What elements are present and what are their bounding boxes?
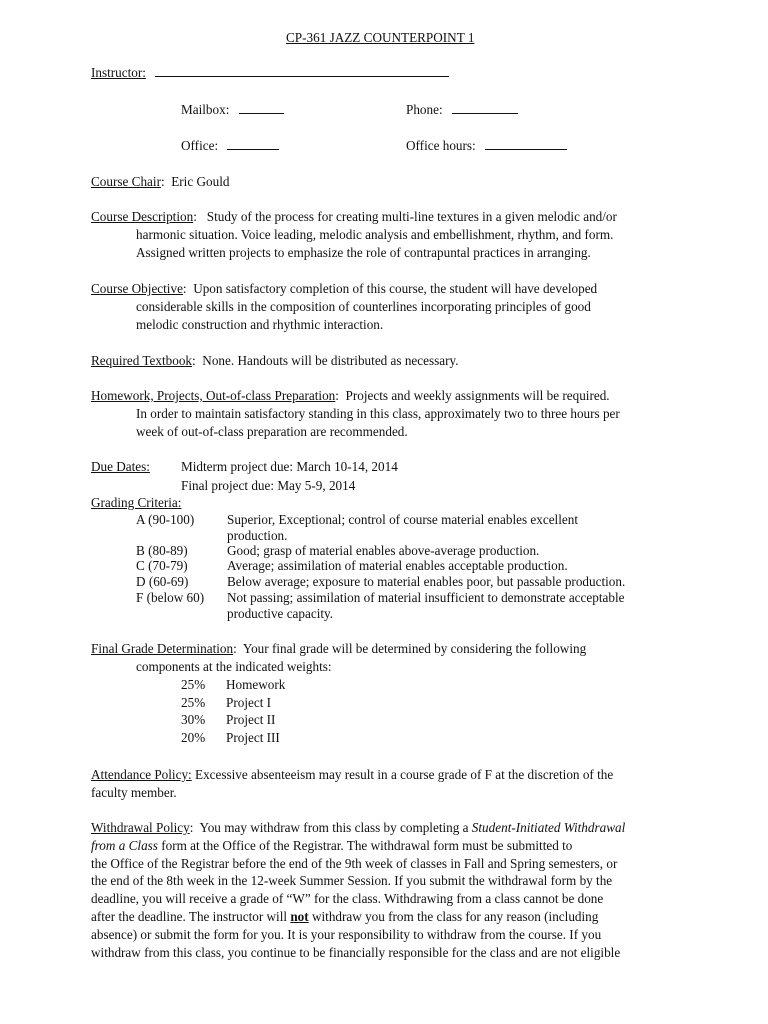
phone-blank [452, 101, 518, 114]
course-description-label: Course Description [91, 209, 194, 224]
withdrawal-text: withdraw you from the class for any reason (including [308, 908, 599, 924]
final-grade-section: Final Grade Determination: Your final grade will be determined by considering the following components at the indicated weights: [91, 640, 691, 676]
grade-row-d [136, 574, 625, 590]
office-hours-row [406, 137, 567, 155]
due-dates-label: Due Dates: [91, 459, 150, 474]
grade-letter: D (60-69) [136, 574, 189, 589]
weight-row [181, 711, 275, 729]
weight-row [181, 729, 280, 747]
grade-row-f [136, 590, 624, 621]
course-chair-label: Course Chair [91, 174, 161, 189]
weight-item: Project I [226, 695, 272, 710]
weight-item: Project II [226, 712, 276, 727]
withdrawal-form-name: from a Class [91, 837, 158, 853]
withdrawal-text: deadline, you will receive a grade of “W” for the class. Withdrawing from a class cannot be done [91, 891, 604, 907]
grade-row-a [136, 512, 578, 543]
attendance-policy [91, 766, 691, 802]
attendance-line: Excessive absenteeism may result in a course grade of F at the discretion of the [195, 767, 614, 782]
office-hours-label: Office hours: [406, 138, 476, 153]
withdrawal-text: withdraw from this class, you continue to be financially responsible for the class and are not eligible [91, 944, 621, 960]
due-final: Final project due: May 5-9, 2014 [181, 478, 356, 493]
required-textbook-label: Required Textbook [91, 353, 193, 368]
course-description-line: Assigned written projects to emphasize the role of contrapuntal practices in arranging. [136, 244, 591, 260]
withdrawal-text: after the deadline. The instructor will [91, 908, 291, 924]
grade-row-c [136, 558, 568, 574]
homework-line: Projects and weekly assignments will be required. [345, 388, 610, 403]
course-description-line: harmonic situation. Voice leading, melodic analysis and embellishment, rhythm, and form. [136, 226, 614, 242]
final-grade-label: Final Grade Determination [91, 641, 234, 656]
due-midterm: Midterm project due: March 10-14, 2014 [181, 459, 398, 474]
course-objective-line: melodic construction and rhythmic interaction. [136, 316, 384, 332]
withdrawal-emphasis: not [290, 908, 309, 924]
mailbox-label: Mailbox: [181, 102, 230, 117]
mailbox-blank [239, 101, 284, 114]
grade-desc: Not passing; assimilation of material insufficient to demonstrate acceptable [227, 590, 625, 605]
course-chair-value: Eric Gould [171, 174, 230, 189]
grade-row-b [136, 543, 539, 559]
grading-criteria-label: Grading Criteria [91, 495, 178, 510]
instructor-label: Instructor: [91, 65, 146, 80]
due-dates [91, 458, 398, 476]
grade-desc: Superior, Exceptional; control of course material enables excellent [227, 512, 579, 527]
homework-section: Homework, Projects, Out-of-class Preparation: Projects and weekly assignments will be required. In order to maintain satisfactory standing in this class, approximately two to three hours per week of out-of-class preparation are recommended. [91, 387, 691, 440]
withdrawal-text: the end of the 8th week in the 12-week Summer Session. If you submit the withdrawal form by the [91, 873, 613, 889]
grade-letter: B (80-89) [136, 543, 188, 558]
weight-pct: 30% [181, 712, 206, 727]
withdrawal-policy: Withdrawal Policy: You may withdraw from this class by completing a Student-Initiated Withdrawal from a Class form at the Office of the Registrar. The withdrawal form must be submitted to the Office of the Registrar before the end of the 9th week of classes in Fall and Spring semesters, or the end of the 8th week in the 12-week Summer Session. If you submit the withdrawal form by the deadline, you will receive a grade of “W” for the class. Withdrawing from a class cannot be done after the deadline. The instructor will not withdraw you from the class for any reason (including absence) or submit the form for you. It is your responsibility to withdraw from the course. If you withdraw from this class, you continue to be financially responsible for the class and are not eligible [91, 819, 701, 961]
grade-letter: C (70-79) [136, 558, 188, 573]
homework-label: Homework, Projects, Out-of-class Preparation [91, 388, 336, 403]
required-textbook-value: None. Handouts will be distributed as necessary. [202, 353, 459, 368]
withdrawal-text: form at the Office of the Registrar. The withdrawal form must be submitted to [157, 837, 573, 853]
office-label: Office: [181, 138, 219, 153]
instructor-row [91, 64, 449, 82]
weight-row [181, 694, 271, 712]
course-objective-label: Course Objective [91, 281, 183, 296]
office-row [181, 137, 279, 155]
course-objective: Course Objective: Upon satisfactory completion of this course, the student will have developed considerable skills in the composition of counterlines incorporating principles of good melodic construction and rhythmic interaction. [91, 280, 691, 333]
grade-letter: A (90-100) [136, 512, 195, 527]
weight-pct: 20% [181, 730, 206, 745]
grade-desc: Good; grasp of material enables above-average production. [227, 543, 540, 558]
phone-label: Phone: [406, 102, 443, 117]
homework-line: In order to maintain satisfactory standing in this class, approximately two to three hours per [136, 405, 620, 421]
weight-pct: 25% [181, 677, 206, 692]
withdrawal-label: Withdrawal Policy [91, 820, 190, 835]
weight-row [181, 676, 285, 694]
weight-item: Project III [226, 730, 280, 745]
withdrawal-text: You may withdraw from this class by completing a [199, 820, 472, 835]
homework-line: week of out-of-class preparation are recommended. [136, 423, 408, 439]
instructor-blank [155, 64, 449, 77]
course-objective-line: considerable skills in the composition of counterlines incorporating principles of good [136, 298, 591, 314]
withdrawal-text: the Office of the Registrar before the end of the 9th week of classes in Fall and Spring semesters, or [91, 855, 618, 871]
course-chair: Course Chair: Eric Gould [91, 174, 230, 189]
grade-desc: Below average; exposure to material enables poor, but passable production. [227, 574, 626, 589]
mailbox-row [181, 101, 284, 119]
grade-desc: Average; assimilation of material enables acceptable production. [227, 558, 568, 573]
withdrawal-text: absence) or submit the form for you. It is your responsibility to withdraw from the course. If you [91, 926, 602, 942]
withdrawal-form-name: Student-Initiated Withdrawal [471, 820, 626, 835]
course-objective-line: Upon satisfactory completion of this course, the student will have developed [193, 281, 598, 296]
office-hours-blank [485, 137, 567, 150]
final-grade-line: components at the indicated weights: [136, 658, 332, 674]
required-textbook: Required Textbook: None. Handouts will be distributed as necessary. [91, 353, 459, 368]
grading-criteria-heading: Grading Criteria: [91, 495, 182, 510]
weight-pct: 25% [181, 695, 206, 710]
page-title: CP-361 JAZZ COUNTERPOINT 1 [286, 30, 475, 45]
office-blank [227, 137, 279, 150]
grade-desc: production. [227, 527, 288, 543]
weight-item: Homework [226, 677, 286, 692]
attendance-label: Attendance Policy: [91, 767, 192, 782]
grade-desc: productive capacity. [227, 605, 334, 621]
course-description: Course Description: Study of the process for creating multi-line textures in a given melodic and/or harmonic situation. Voice leading, melodic analysis and embellishment, rhythm, and form. Assigned written projects to emphasize the role of contrapuntal practices in arranging. [91, 208, 691, 261]
grade-letter: F (below 60) [136, 590, 205, 605]
final-grade-line: Your final grade will be determined by considering the following [242, 641, 587, 656]
phone-row [406, 101, 518, 119]
course-description-line: Study of the process for creating multi-line textures in a given melodic and/or [206, 209, 617, 224]
attendance-line: faculty member. [91, 784, 177, 800]
